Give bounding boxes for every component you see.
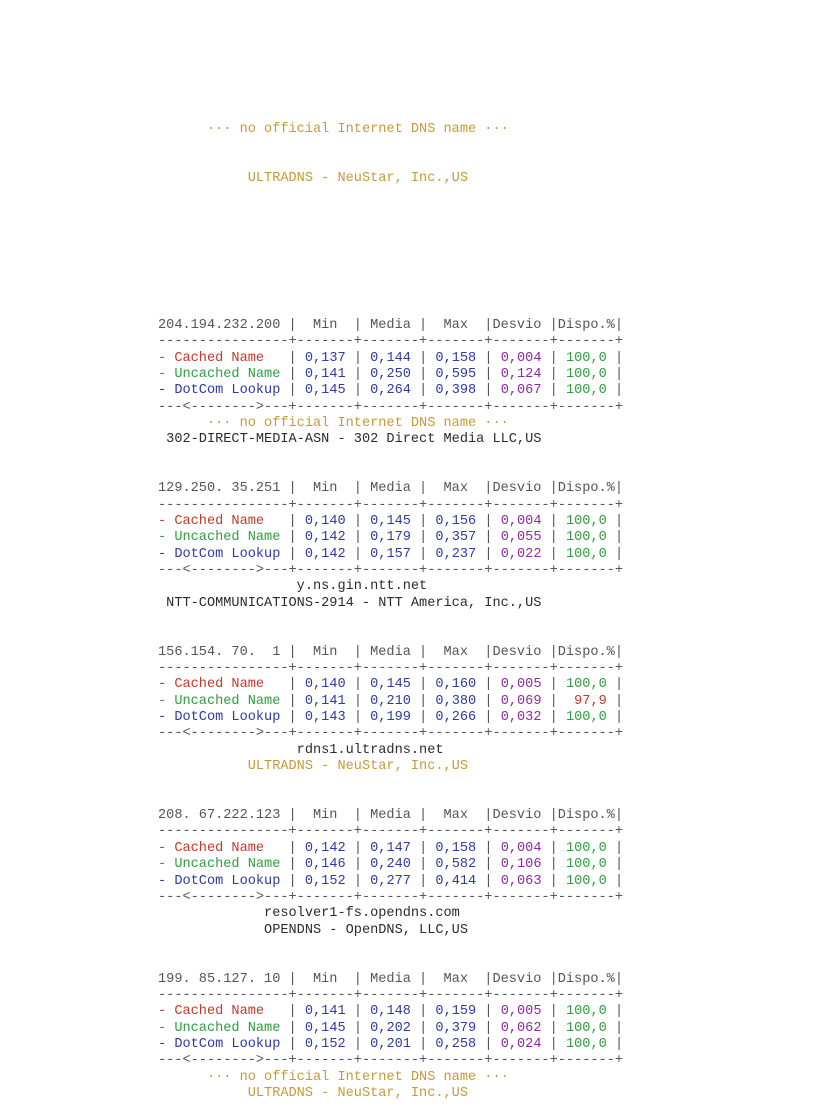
table-row [158,1037,623,1053]
cell-sep: | [345,710,371,726]
dispo-value: 100,0 [565,873,607,889]
min-value: 0,137 [304,350,346,366]
resolver-name-line [158,1070,623,1086]
row-label: - Cached Name [158,677,281,693]
footer-separator: ---<-------->---+-------+-------+-------+-------+-------+ [158,399,623,415]
cell-sep: | [476,693,501,709]
media-value: 0,144 [370,350,411,366]
dispo-value: 97,9 [565,693,607,709]
separator: ----------------+-------+-------+-------+-------+-------+ [158,824,623,840]
cell-sep: | [345,840,371,856]
max-value: 0,160 [435,677,477,693]
table-header-line [158,481,623,497]
row-label: - Cached Name [158,350,281,366]
dispo-value: 100,0 [565,710,607,726]
media-value: 0,201 [370,1036,411,1052]
cell-sep: | [345,513,371,529]
cell-sep: | [345,546,371,562]
desvio-value: 0,024 [500,1036,542,1052]
media-value: 0,240 [370,857,411,873]
cell-sep: | [541,693,566,709]
separator: ----------------+-------+-------+-------+-------+-------+ [158,661,623,677]
cell-sep: | [541,710,566,726]
resolver-owner-line [158,759,623,775]
table-header-line [158,972,623,988]
desvio-value: 0,004 [500,513,542,529]
intro-name-line: ··· no official Internet DNS name ··· [158,121,509,137]
resolver-name: ··· no official Internet DNS name ··· [158,1069,509,1085]
resolver-name-line [158,906,623,922]
max-value: 0,158 [435,840,477,856]
cell-sep: | [280,1004,305,1020]
cell-sep: | [410,1036,436,1052]
min-value: 0,145 [304,383,346,399]
desvio-value: 0,055 [500,530,542,546]
row-label: - DotCom Lookup [158,546,281,562]
separator-line [158,661,623,677]
footer-line [158,400,623,416]
resolver-blocks [158,318,623,1103]
cell-sep: | [606,1004,624,1020]
cell-sep: | [476,1036,501,1052]
dispo-value: 100,0 [565,840,607,856]
table-row [158,694,623,710]
cell-sep: | [280,383,305,399]
table-row [158,874,623,890]
resolver-name: y.ns.gin.ntt.net [158,579,428,595]
table-row [158,514,623,530]
resolver-name: resolver1-fs.opendns.com [158,906,460,922]
desvio-value: 0,124 [500,366,542,382]
min-value: 0,142 [304,530,346,546]
desvio-value: 0,063 [500,873,542,889]
cell-sep: | [280,350,305,366]
cell-sep: | [410,546,436,562]
dispo-value: 100,0 [565,513,607,529]
max-value: 0,237 [435,546,477,562]
cell-sep: | [345,383,371,399]
cell-sep: | [345,366,371,382]
row-label: - Cached Name [158,513,281,529]
row-label: - DotCom Lookup [158,383,281,399]
cell-sep: | [606,857,624,873]
min-value: 0,142 [304,546,346,562]
row-label: - Cached Name [158,1004,281,1020]
footer-line [158,890,623,906]
cell-sep: | [410,873,436,889]
table-row [158,367,623,383]
max-value: 0,158 [435,350,477,366]
desvio-value: 0,005 [500,1004,542,1020]
resolver-block [158,645,623,808]
cell-sep: | [541,677,566,693]
resolver-owner: OPENDNS - OpenDNS, LLC,US [158,922,468,938]
row-label: - Uncached Name [158,693,281,709]
row-label: - Uncached Name [158,857,281,873]
cell-sep: | [345,530,371,546]
cell-sep: | [280,546,305,562]
max-value: 0,398 [435,383,477,399]
cell-sep: | [606,366,624,382]
cell-sep: | [280,840,305,856]
dispo-value: 100,0 [565,546,607,562]
cell-sep: | [606,1020,624,1036]
resolver-block [158,972,623,1103]
desvio-value: 0,022 [500,546,542,562]
media-value: 0,250 [370,366,411,382]
table-row [158,677,623,693]
desvio-value: 0,004 [500,350,542,366]
footer-separator: ---<-------->---+-------+-------+-------+-------+-------+ [158,562,623,578]
cell-sep: | [476,383,501,399]
footer-separator: ---<-------->---+-------+-------+-------+-------+-------+ [158,1053,623,1069]
cell-sep: | [410,840,436,856]
min-value: 0,141 [304,693,346,709]
spacer [158,612,623,628]
table-row [158,383,623,399]
cell-sep: | [476,1020,501,1036]
cell-sep: | [476,366,501,382]
max-value: 0,357 [435,530,477,546]
table-row [158,1021,623,1037]
media-value: 0,148 [370,1004,411,1020]
cell-sep: | [606,693,624,709]
dispo-value: 100,0 [565,530,607,546]
cell-sep: | [410,693,436,709]
spacer [158,775,623,791]
cell-sep: | [606,350,624,366]
media-value: 0,210 [370,693,411,709]
cell-sep: | [606,1036,624,1052]
desvio-value: 0,004 [500,840,542,856]
spacer [158,220,623,236]
min-value: 0,146 [304,857,346,873]
max-value: 0,380 [435,693,477,709]
table-row [158,530,623,546]
row-label: - DotCom Lookup [158,873,281,889]
resolver-owner-line [158,923,623,939]
cell-sep: | [476,840,501,856]
spacer [158,269,623,285]
resolver-name-line [158,416,623,432]
resolver-owner: NTT-COMMUNICATIONS-2914 - NTT America, Inc.,US [158,595,542,611]
cell-sep: | [280,513,305,529]
max-value: 0,595 [435,366,477,382]
cell-sep: | [280,366,305,382]
cell-sep: | [541,546,566,562]
desvio-value: 0,069 [500,693,542,709]
cell-sep: | [476,677,501,693]
table-header: 204.194.232.200 | Min | Media | Max |Desvio |Dispo.%| [158,317,623,333]
cell-sep: | [280,530,305,546]
spacer [158,628,623,644]
min-value: 0,145 [304,1020,346,1036]
spacer [158,449,623,465]
row-label: - DotCom Lookup [158,710,281,726]
media-value: 0,277 [370,873,411,889]
cell-sep: | [410,383,436,399]
cell-sep: | [345,350,371,366]
row-label: - Cached Name [158,840,281,856]
cell-sep: | [345,1036,371,1052]
desvio-value: 0,067 [500,383,542,399]
cell-sep: | [410,1020,436,1036]
cell-sep: | [541,1004,566,1020]
table-header: 199. 85.127. 10 | Min | Media | Max |Desvio |Dispo.%| [158,971,623,987]
cell-sep: | [541,350,566,366]
separator: ----------------+-------+-------+-------+-------+-------+ [158,987,623,1003]
cell-sep: | [410,857,436,873]
desvio-value: 0,062 [500,1020,542,1036]
cell-sep: | [410,513,436,529]
max-value: 0,266 [435,710,477,726]
cell-sep: | [606,383,624,399]
media-value: 0,179 [370,530,411,546]
min-value: 0,141 [304,366,346,382]
cell-sep: | [410,350,436,366]
cell-sep: | [345,857,371,873]
cell-sep: | [606,873,624,889]
resolver-owner-line [158,596,623,612]
dispo-value: 100,0 [565,1020,607,1036]
media-value: 0,264 [370,383,411,399]
cell-sep: | [476,873,501,889]
footer-line [158,726,623,742]
cell-sep: | [280,1020,305,1036]
media-value: 0,157 [370,546,411,562]
max-value: 0,159 [435,1004,477,1020]
cell-sep: | [280,857,305,873]
cell-sep: | [541,530,566,546]
table-row [158,710,623,726]
media-value: 0,145 [370,513,411,529]
separator: ----------------+-------+-------+-------+-------+-------+ [158,334,623,350]
table-header: 129.250. 35.251 | Min | Media | Max |Desvio |Dispo.%| [158,481,623,497]
resolver-block [158,481,623,644]
resolver-name-line [158,743,623,759]
resolver-owner-line [158,432,623,448]
row-label: - Uncached Name [158,530,281,546]
cell-sep: | [606,710,624,726]
min-value: 0,152 [304,1036,346,1052]
spacer [158,792,623,808]
row-label: - Uncached Name [158,1020,281,1036]
cell-sep: | [345,1020,371,1036]
cell-sep: | [541,383,566,399]
cell-sep: | [476,513,501,529]
cell-sep: | [606,530,624,546]
table-header: 208. 67.222.123 | Min | Media | Max |Desvio |Dispo.%| [158,808,623,824]
cell-sep: | [606,546,624,562]
table-row [158,857,623,873]
cell-sep: | [606,513,624,529]
max-value: 0,258 [435,1036,477,1052]
dispo-value: 100,0 [565,383,607,399]
cell-sep: | [541,840,566,856]
cell-sep: | [410,677,436,693]
resolver-name-line [158,579,623,595]
resolver-block [158,808,623,971]
cell-sep: | [280,677,305,693]
media-value: 0,147 [370,840,411,856]
cell-sep: | [476,857,501,873]
footer-separator: ---<-------->---+-------+-------+-------+-------+-------+ [158,889,623,905]
media-value: 0,202 [370,1020,411,1036]
cell-sep: | [410,710,436,726]
desvio-value: 0,106 [500,857,542,873]
min-value: 0,141 [304,1004,346,1020]
separator-line [158,334,623,350]
max-value: 0,379 [435,1020,477,1036]
cell-sep: | [606,840,624,856]
dispo-value: 100,0 [565,1004,607,1020]
min-value: 0,142 [304,840,346,856]
cell-sep: | [280,710,305,726]
table-header: 156.154. 70. 1 | Min | Media | Max |Desvio |Dispo.%| [158,644,623,660]
resolver-name: ··· no official Internet DNS name ··· [158,415,509,431]
min-value: 0,140 [304,677,346,693]
cell-sep: | [476,710,501,726]
dispo-value: 100,0 [565,857,607,873]
media-value: 0,199 [370,710,411,726]
spacer [158,939,623,955]
cell-sep: | [345,1004,371,1020]
table-row [158,1004,623,1020]
separator: ----------------+-------+-------+-------+-------+-------+ [158,497,623,513]
cell-sep: | [541,873,566,889]
table-row [158,841,623,857]
cell-sep: | [476,546,501,562]
cell-sep: | [541,513,566,529]
table-row [158,351,623,367]
intro-owner-line: ULTRADNS - NeuStar, Inc.,US [158,170,468,186]
cell-sep: | [280,873,305,889]
dispo-value: 100,0 [565,350,607,366]
cell-sep: | [410,530,436,546]
separator-line [158,498,623,514]
cell-sep: | [280,1036,305,1052]
cell-sep: | [280,693,305,709]
resolver-owner: ULTRADNS - NeuStar, Inc.,US [158,759,468,775]
dispo-value: 100,0 [565,1036,607,1052]
min-value: 0,143 [304,710,346,726]
row-label: - Uncached Name [158,366,281,382]
table-row [158,547,623,563]
cell-sep: | [345,693,371,709]
cell-sep: | [476,1004,501,1020]
max-value: 0,156 [435,513,477,529]
dispo-value: 100,0 [565,366,607,382]
min-value: 0,152 [304,873,346,889]
resolver-owner-line [158,1086,623,1102]
table-header-line [158,645,623,661]
cell-sep: | [476,350,501,366]
max-value: 0,582 [435,857,477,873]
spacer [158,465,623,481]
cell-sep: | [345,677,371,693]
resolver-owner: ULTRADNS - NeuStar, Inc.,US [158,1085,468,1101]
media-value: 0,145 [370,677,411,693]
resolver-owner: 302-DIRECT-MEDIA-ASN - 302 Direct Media LLC,US [158,432,542,448]
cell-sep: | [410,1004,436,1020]
resolver-name: rdns1.ultradns.net [158,742,444,758]
cell-sep: | [345,873,371,889]
cell-sep: | [541,857,566,873]
cell-sep: | [541,1036,566,1052]
desvio-value: 0,005 [500,677,542,693]
separator-line [158,988,623,1004]
table-header-line [158,808,623,824]
max-value: 0,414 [435,873,477,889]
min-value: 0,140 [304,513,346,529]
footer-separator: ---<-------->---+-------+-------+-------+-------+-------+ [158,726,623,742]
cell-sep: | [541,1020,566,1036]
cell-sep: | [541,366,566,382]
desvio-value: 0,032 [500,710,542,726]
dispo-value: 100,0 [565,677,607,693]
separator-line [158,824,623,840]
dns-benchmark-report [158,89,623,1119]
cell-sep: | [476,530,501,546]
resolver-block [158,318,623,481]
row-label: - DotCom Lookup [158,1036,281,1052]
cell-sep: | [606,677,624,693]
table-header-line [158,318,623,334]
footer-line [158,563,623,579]
cell-sep: | [410,366,436,382]
spacer [158,955,623,971]
